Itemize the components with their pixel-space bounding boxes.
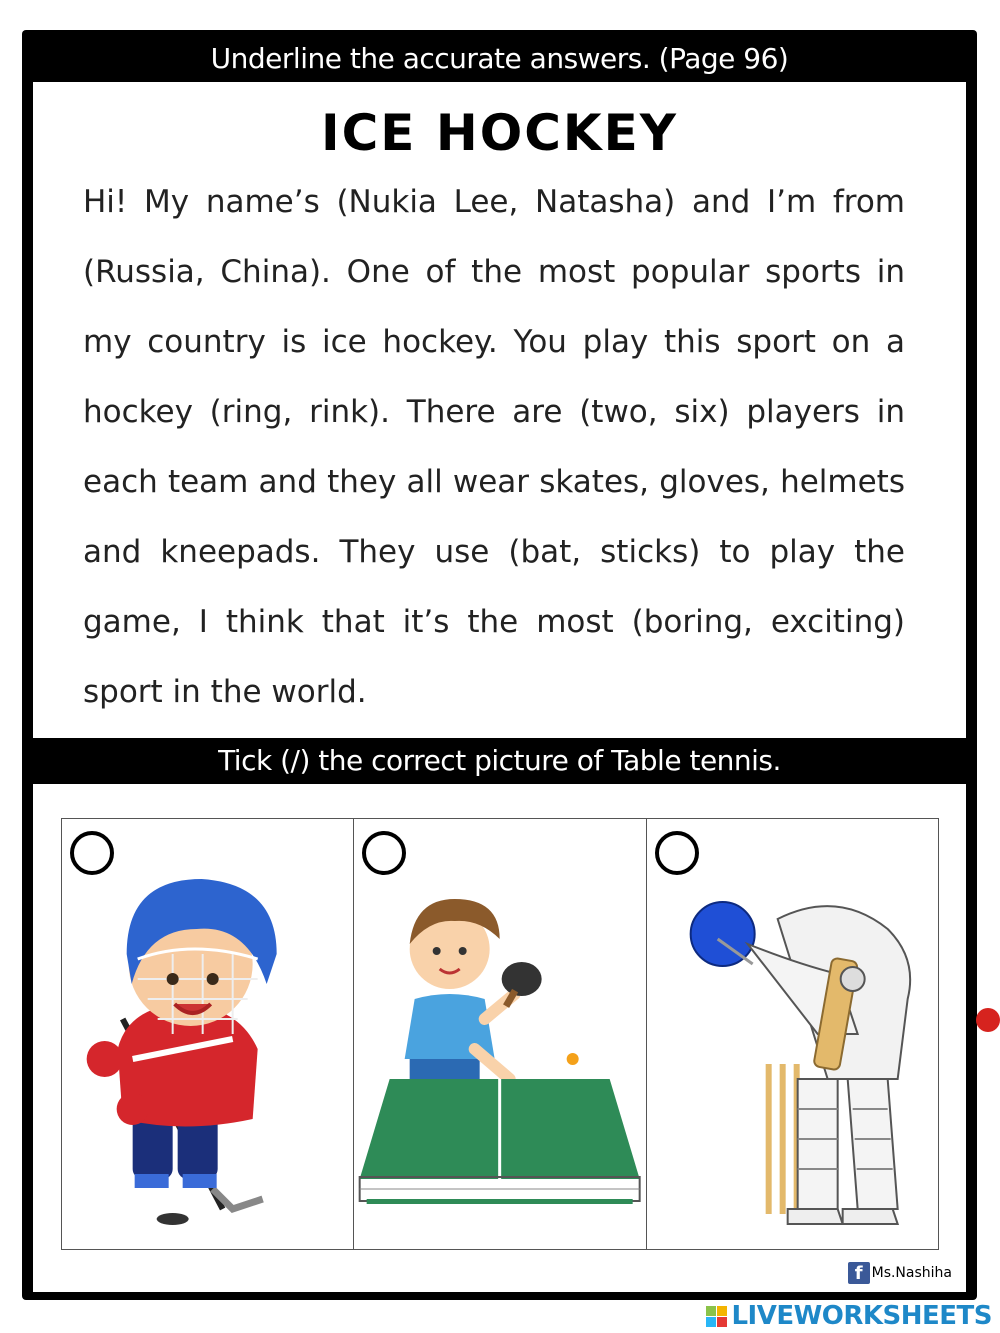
author-name: Ms.Nashiha xyxy=(871,1265,952,1281)
instruction-banner-1: Underline the accurate answers. (Page 96) xyxy=(210,42,789,75)
author-credit xyxy=(848,1262,952,1284)
brand-name: LIVEWORKSHEETS xyxy=(731,1301,992,1331)
option-table-tennis xyxy=(354,819,646,1249)
reading-panel xyxy=(33,82,966,738)
liveworksheets-brand xyxy=(706,1301,992,1331)
reading-paragraph[interactable]: Hi! My name’s (Nukia Lee, Natasha) and I’m from (Russia, China). One of the most popular sports in my country is ice hockey. You play this sport on a hockey (ring, rink). There are (two, six) players in each team and they all wear skates, gloves, helmets and kneepads. They use (bat, sticks) to play the game, I think that it’s the most (boring, exciting) sport in the world. xyxy=(83,184,905,710)
cricket-batsman-icon xyxy=(647,859,938,1239)
liveworksheets-logo-icon xyxy=(706,1306,727,1327)
picture-options xyxy=(61,818,939,1250)
picture-panel xyxy=(33,784,966,1292)
side-marker-dot[interactable] xyxy=(976,1008,1000,1032)
reading-title: ICE HOCKEY xyxy=(320,104,678,162)
option-cricket xyxy=(647,819,938,1249)
instruction-banner-2: Tick (/) the correct picture of Table tennis. xyxy=(218,744,781,777)
table-tennis-player-icon xyxy=(354,859,645,1239)
option-ice-hockey xyxy=(62,819,354,1249)
ice-hockey-player-icon xyxy=(62,859,353,1239)
facebook-icon: f xyxy=(848,1262,870,1284)
